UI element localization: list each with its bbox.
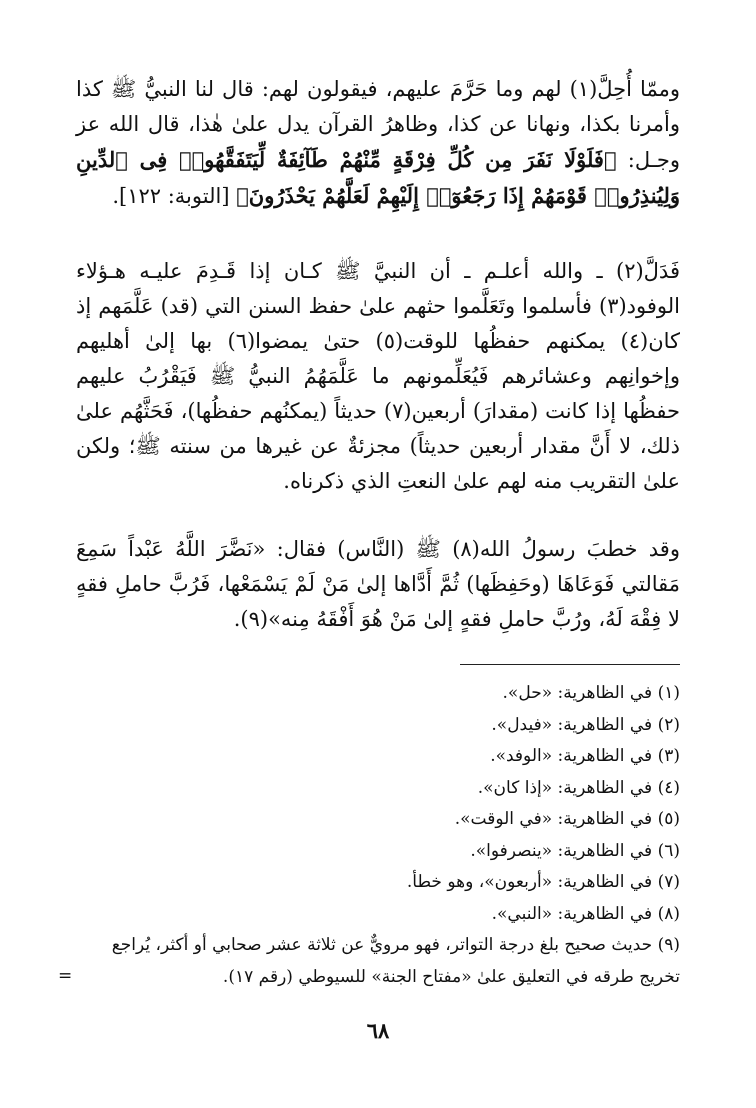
paragraph-1-text <box>76 72 680 214</box>
footnote-item: (٨) في الظاهرية: «النبي». <box>491 903 680 924</box>
paragraph-3 <box>76 532 680 637</box>
paragraph-2 <box>76 254 680 499</box>
quran-verse: ﴿فَلَوْلَا نَفَرَ مِن كُلِّ فِرْقَةٍ مِّنْهُمْ طَآئِفَةٌ لِّيَتَفَقَّهُوا۟ فِى ٱلدِّينِ وَلِيُنذِرُوا۟ قَوْمَهُمْ إِذَا رَجَعُوٓا۟ إِلَيْهِمْ لَعَلَّهُمْ يَحْذَرُونَ﴾ <box>76 147 680 208</box>
continuation-mark: = <box>58 966 73 986</box>
footnote-item: (٥) في الظاهرية: «في الوقت». <box>454 809 680 829</box>
footnote-item: (٢) في الظاهرية: «فيدل». <box>491 714 680 735</box>
paragraph-1-intro: وممّا أُحِلَّ(١) لهم وما حَرَّمَ عليهم، فيقولون لهم: قال لنا النبيُّ ﷺ كذا وأمرنا بكذا، ونهانا عن كذا، وظاهرُ القرآن يدل علىٰ هٰذا، قال الله عز وجـل: <box>76 77 680 172</box>
paragraph-3-text: وقد خطبَ رسولُ الله(٨) ﷺ (النَّاس) فقال: «نَضَّرَ اللَّهُ عَبْداً سَمِعَ مَقالتي فَوَعَاهَا (وحَفِظَها) ثُمَّ أَدَّاها إلىٰ مَنْ لَمْ يَسْمَعْها، فَرُبَّ حاملِ فقهٍ لا فِقْهَ لَهُ، ورُبَّ حاملِ فقهٍ إلىٰ مَنْ هُوَ أَفْقَهُ مِنه»(٩). <box>76 537 680 631</box>
footnote-item: (٤) في الظاهرية: «إذا كان». <box>477 777 680 798</box>
footnote-item: (٩) حديث صحيح بلغ درجة التواتر، فهو مرويٌّ عن ثلاثة عشر صحابي أو أكثر، يُراجع تخريج طرقه في التعليق علىٰ «مفتاح الجنة» للسيوطي (رقم ١٧). <box>111 935 680 987</box>
page-number: ٦٨ <box>366 1018 390 1043</box>
paragraph-1 <box>76 72 680 214</box>
footnote-item: (٧) في الظاهرية: «أربعون»، وهو خطأ. <box>406 872 680 892</box>
verse-reference: [التوبة: ١٢٢]. <box>112 184 237 208</box>
footnote-item: (٦) في الظاهرية: «ينصرفوا». <box>470 840 680 861</box>
paragraph-2-text: فَدَلَّ(٢) ـ والله أعلـم ـ أن النبيَّ ﷺ كـان إذا قَـدِمَ عليـه هـؤلاء الوفود(٣) فأسلموا وتَعَلَّموا حثهم علىٰ حفظ السنن التي (قد) عَلَّمَهم إذ كان(٤) يمكنهم حفظُها للوقت(٥) حتىٰ يمضوا(٦) بها إلىٰ أهليهم وإخوانِهم وعشائرهم فَيُعَلِّمونهم ما عَلَّمَهُمُ النبيُّ ﷺ فَيَقْرُبُ عليهم حفظُها إذا كانت (مقدارَ) أربعين(٧) حديثاً (يمكنُهم حفظُها)، فَحَثَّهُم علىٰ ذلك، لا أَنَّ مقدار أربعين حديثاً) مجزئةٌ عن غيرها من سنته ﷺ؛ ولكن علىٰ التقريب منه لهم علىٰ النعتِ الذي ذكرناه. <box>76 259 681 493</box>
footnote-item: (٣) في الظاهرية: «الوفد». <box>490 746 680 766</box>
footnotes-list <box>76 678 680 993</box>
footnote-item: (١) في الظاهرية: «حل». <box>502 683 680 703</box>
footnote-divider <box>460 664 680 665</box>
